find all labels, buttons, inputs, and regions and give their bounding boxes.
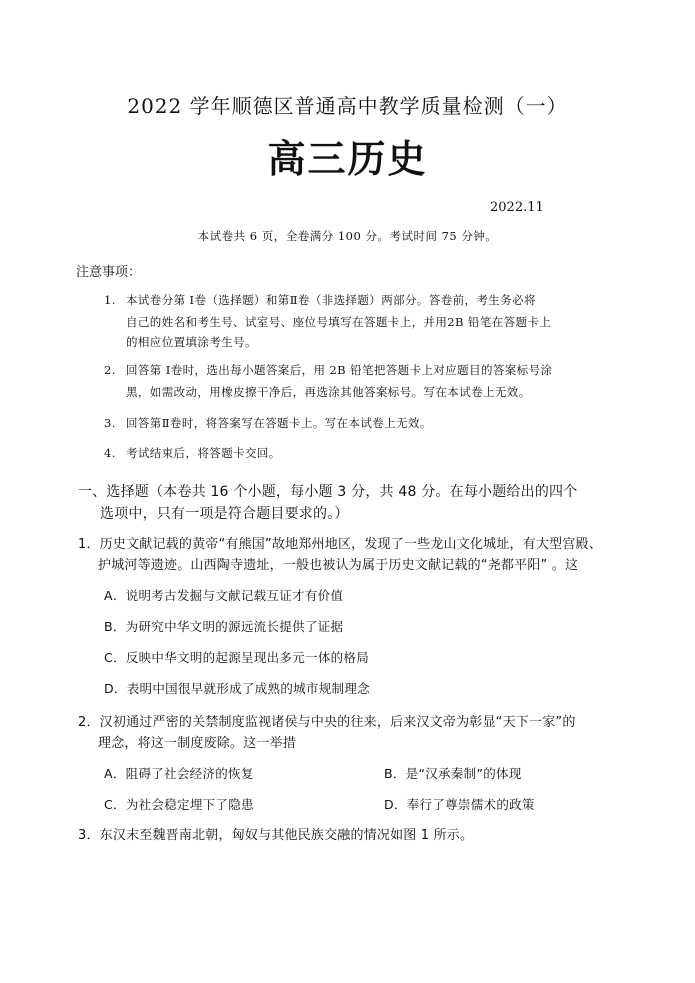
note-text: 自己的姓名和考生号、试室号、座位号填写在答题卡上，并用2B 铅笔在答题卡上 — [126, 315, 552, 329]
note-number: 3. — [104, 416, 116, 430]
question-2-option-a: A．阻碍了社会经济的恢复 — [104, 766, 254, 781]
question-2-option-c: C．为社会稳定埋下了隐患 — [104, 797, 254, 812]
question-1-line: 1．历史文献记载的黄帝“有熊国”故地郑州地区，发现了一些龙山文化城址，有大型宫殿、 — [78, 537, 602, 552]
note-item — [104, 443, 281, 463]
question-1-option-c: C．反映中华文明的起源呈现出多元一体的格局 — [104, 650, 370, 665]
exam-date: 2022.11 — [490, 200, 544, 215]
section-heading-line: 一、选择题（本卷共 16 个小题，每小题 3 分，共 48 分。在每小题给出的四个 — [78, 484, 578, 500]
note-text: 黑，如需改动，用橡皮擦干净后，再选涂其他答案标号。写在本试卷上无效。 — [126, 385, 531, 399]
note-number: 4. — [104, 446, 116, 460]
note-item — [104, 360, 552, 380]
exam-subtitle: 2022 学年顺德区普通高中教学质量检测（一） — [127, 94, 568, 118]
note-number: 1. — [104, 293, 116, 307]
note-item — [104, 290, 536, 310]
section-heading-line: 选项中，只有一项是符合题目要求的。） — [100, 506, 349, 522]
note-text: 回答第 Ⅰ卷时，选出每小题答案后，用 2B 铅笔把答题卡上对应题目的答案标号涂 — [126, 363, 553, 377]
question-3-line: 3．东汉末至魏晋南北朝，匈奴与其他民族交融的情况如图 1 所示。 — [78, 828, 474, 843]
exam-summary: 本试卷共 6 页，全卷满分 100 分。考试时间 75 分钟。 — [197, 229, 498, 243]
question-2-option-d: D．奉行了尊崇儒术的政策 — [384, 797, 535, 812]
question-1-option-d: D．表明中国很早就形成了成熟的城市规制理念 — [104, 681, 370, 696]
note-text: 回答第Ⅱ卷时，将答案写在答题卡上。写在本试卷上无效。 — [126, 416, 432, 430]
note-item — [104, 413, 432, 433]
question-2-line: 理念，将这一制度废除。这一举措 — [98, 736, 297, 751]
note-text: 本试卷分第 Ⅰ卷（选择题）和第Ⅱ卷（非选择题）两部分。答卷前，考生务必将 — [126, 293, 536, 307]
exam-title: 高三历史 — [267, 137, 428, 181]
notes-heading: 注意事项： — [76, 265, 142, 280]
question-1-option-b: B．为研究中华文明的源远流长提供了证据 — [104, 619, 344, 634]
note-text: 的相应位置填涂考生号。 — [126, 335, 257, 349]
question-2-line: 2．汉初通过严密的关禁制度监视诸侯与中央的往来，后来汉文帝为彰显“天下一家”的 — [78, 715, 576, 730]
question-1-line: 护城河等遗迹。山西陶寺遗址，一般也被认为属于历史文献记载的“尧都平阳” 。这 — [98, 558, 579, 573]
question-2-option-b: B．是“汉承秦制”的体现 — [384, 766, 522, 781]
note-number: 2. — [104, 363, 116, 377]
section-heading — [78, 481, 577, 525]
question-1-option-a: A．说明考古发掘与文献记载互证才有价值 — [104, 588, 344, 603]
note-text: 考试结束后，将答题卡交回。 — [126, 446, 281, 460]
